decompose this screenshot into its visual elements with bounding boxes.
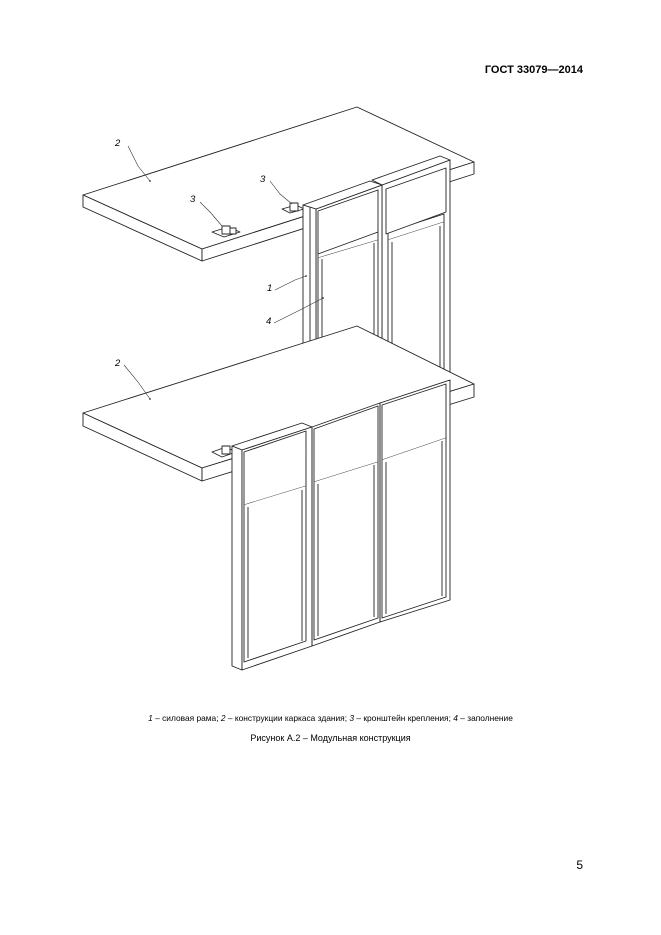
- callout-infill: 4: [266, 316, 272, 327]
- legend-num-2: 2: [220, 713, 226, 723]
- legend-text-1: – силовая рама;: [152, 713, 221, 723]
- legend-num-1: 1: [148, 713, 153, 723]
- document-number: ГОСТ 33079—2014: [484, 64, 583, 76]
- callout-slab-top: 2: [115, 138, 121, 149]
- figure-caption: Рисунок А.2 – Модульная конструкция: [250, 733, 411, 743]
- callout-bracket-b: 3: [260, 174, 266, 185]
- callout-bracket-a: 3: [190, 194, 196, 205]
- callout-frame: 1: [267, 283, 273, 294]
- page-number: 5: [576, 858, 583, 872]
- callout-slab-bottom: 2: [115, 358, 121, 369]
- legend-num-4: 4: [453, 713, 458, 723]
- legend-text-4: – заполнение: [457, 713, 513, 723]
- legend-text-2: – конструкции каркаса здания;: [225, 713, 350, 723]
- legend-text-3: – кронштейн крепления;: [354, 713, 454, 723]
- figure-legend: [0, 713, 661, 723]
- legend-num-3: 3: [349, 713, 355, 723]
